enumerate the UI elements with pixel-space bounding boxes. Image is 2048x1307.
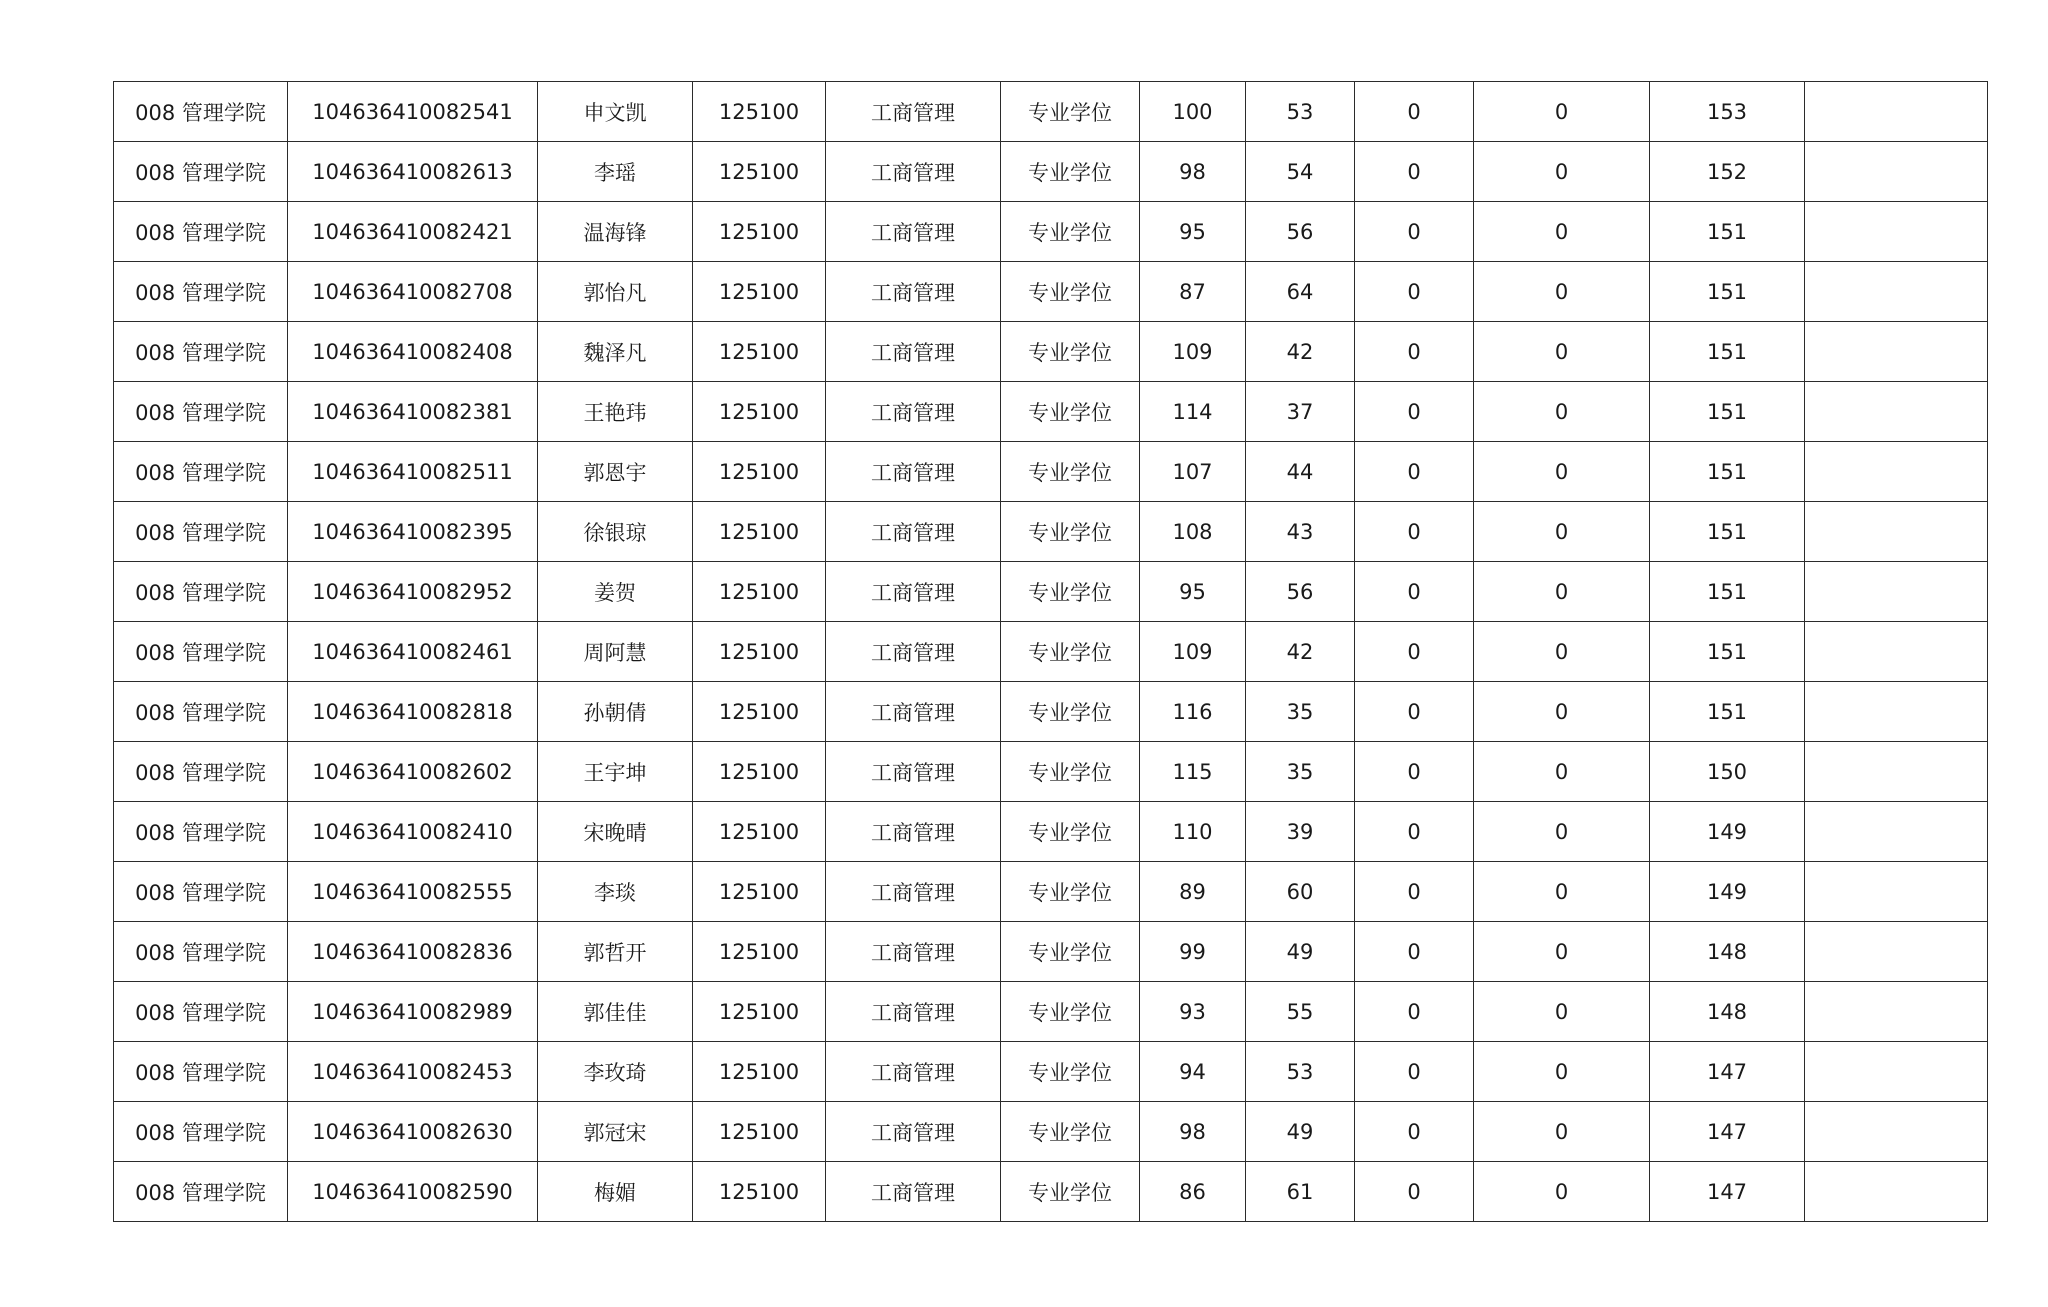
major-code-cell: 125100 (693, 142, 826, 202)
table-row (114, 382, 1988, 442)
table-row (114, 862, 1988, 922)
score-1-cell: 109 (1140, 622, 1246, 682)
score-4-cell: 0 (1474, 982, 1650, 1042)
candidate-id-cell: 104636410082381 (288, 382, 538, 442)
table-row (114, 502, 1988, 562)
score-4-cell: 0 (1474, 142, 1650, 202)
score-1-cell: 93 (1140, 982, 1246, 1042)
table-row (114, 802, 1988, 862)
score-3-cell: 0 (1355, 1162, 1474, 1222)
score-3-cell: 0 (1355, 262, 1474, 322)
score-3-cell: 0 (1355, 502, 1474, 562)
score-3-cell: 0 (1355, 862, 1474, 922)
college-cell: 008 管理学院 (114, 682, 288, 742)
degree-type-cell: 专业学位 (1001, 502, 1140, 562)
major-name-cell: 工商管理 (826, 802, 1001, 862)
major-code-cell: 125100 (693, 802, 826, 862)
major-code-cell: 125100 (693, 622, 826, 682)
remark-cell (1805, 622, 1988, 682)
college-cell: 008 管理学院 (114, 142, 288, 202)
score-2-cell: 55 (1246, 982, 1355, 1042)
major-name-cell: 工商管理 (826, 682, 1001, 742)
major-code-cell: 125100 (693, 382, 826, 442)
major-name-cell: 工商管理 (826, 202, 1001, 262)
degree-type-cell: 专业学位 (1001, 202, 1140, 262)
college-cell: 008 管理学院 (114, 562, 288, 622)
major-name-cell: 工商管理 (826, 142, 1001, 202)
name-cell: 温海锋 (538, 202, 693, 262)
score-1-cell: 95 (1140, 202, 1246, 262)
college-cell: 008 管理学院 (114, 502, 288, 562)
major-code-cell: 125100 (693, 1102, 826, 1162)
candidate-id-cell: 104636410082613 (288, 142, 538, 202)
major-code-cell: 125100 (693, 922, 826, 982)
major-name-cell: 工商管理 (826, 562, 1001, 622)
college-cell: 008 管理学院 (114, 82, 288, 142)
remark-cell (1805, 862, 1988, 922)
total-score-cell: 151 (1650, 622, 1805, 682)
score-1-cell: 110 (1140, 802, 1246, 862)
name-cell: 王艳玮 (538, 382, 693, 442)
total-score-cell: 148 (1650, 982, 1805, 1042)
total-score-cell: 151 (1650, 322, 1805, 382)
major-name-cell: 工商管理 (826, 382, 1001, 442)
college-cell: 008 管理学院 (114, 1162, 288, 1222)
major-name-cell: 工商管理 (826, 742, 1001, 802)
degree-type-cell: 专业学位 (1001, 742, 1140, 802)
table-row (114, 562, 1988, 622)
candidate-id-cell: 104636410082952 (288, 562, 538, 622)
score-2-cell: 56 (1246, 562, 1355, 622)
score-1-cell: 99 (1140, 922, 1246, 982)
remark-cell (1805, 202, 1988, 262)
college-cell: 008 管理学院 (114, 922, 288, 982)
name-cell: 郭佳佳 (538, 982, 693, 1042)
score-3-cell: 0 (1355, 742, 1474, 802)
remark-cell (1805, 1162, 1988, 1222)
table-row (114, 922, 1988, 982)
total-score-cell: 151 (1650, 442, 1805, 502)
major-name-cell: 工商管理 (826, 1042, 1001, 1102)
score-4-cell: 0 (1474, 262, 1650, 322)
college-cell: 008 管理学院 (114, 202, 288, 262)
score-2-cell: 44 (1246, 442, 1355, 502)
degree-type-cell: 专业学位 (1001, 922, 1140, 982)
major-name-cell: 工商管理 (826, 862, 1001, 922)
degree-type-cell: 专业学位 (1001, 382, 1140, 442)
name-cell: 王宇坤 (538, 742, 693, 802)
major-code-cell: 125100 (693, 1042, 826, 1102)
major-code-cell: 125100 (693, 862, 826, 922)
candidate-id-cell: 104636410082421 (288, 202, 538, 262)
total-score-cell: 151 (1650, 682, 1805, 742)
major-name-cell: 工商管理 (826, 322, 1001, 382)
score-4-cell: 0 (1474, 1162, 1650, 1222)
score-1-cell: 98 (1140, 1102, 1246, 1162)
name-cell: 申文凯 (538, 82, 693, 142)
score-2-cell: 53 (1246, 1042, 1355, 1102)
score-2-cell: 42 (1246, 322, 1355, 382)
score-4-cell: 0 (1474, 382, 1650, 442)
table-row (114, 142, 1988, 202)
remark-cell (1805, 802, 1988, 862)
college-cell: 008 管理学院 (114, 262, 288, 322)
total-score-cell: 150 (1650, 742, 1805, 802)
name-cell: 郭哲开 (538, 922, 693, 982)
name-cell: 梅媚 (538, 1162, 693, 1222)
score-1-cell: 109 (1140, 322, 1246, 382)
college-cell: 008 管理学院 (114, 862, 288, 922)
table-row (114, 982, 1988, 1042)
table-row (114, 1042, 1988, 1102)
score-1-cell: 107 (1140, 442, 1246, 502)
total-score-cell: 147 (1650, 1162, 1805, 1222)
score-2-cell: 53 (1246, 82, 1355, 142)
college-cell: 008 管理学院 (114, 982, 288, 1042)
remark-cell (1805, 562, 1988, 622)
major-name-cell: 工商管理 (826, 622, 1001, 682)
score-3-cell: 0 (1355, 442, 1474, 502)
major-name-cell: 工商管理 (826, 262, 1001, 322)
major-name-cell: 工商管理 (826, 442, 1001, 502)
major-name-cell: 工商管理 (826, 1162, 1001, 1222)
total-score-cell: 151 (1650, 382, 1805, 442)
remark-cell (1805, 142, 1988, 202)
score-4-cell: 0 (1474, 82, 1650, 142)
score-3-cell: 0 (1355, 562, 1474, 622)
major-code-cell: 125100 (693, 442, 826, 502)
table-row (114, 82, 1988, 142)
table-body (114, 82, 1988, 1222)
score-4-cell: 0 (1474, 562, 1650, 622)
score-table (113, 81, 1988, 1222)
score-3-cell: 0 (1355, 1102, 1474, 1162)
college-cell: 008 管理学院 (114, 1042, 288, 1102)
score-3-cell: 0 (1355, 682, 1474, 742)
score-4-cell: 0 (1474, 442, 1650, 502)
score-2-cell: 49 (1246, 922, 1355, 982)
remark-cell (1805, 682, 1988, 742)
total-score-cell: 151 (1650, 502, 1805, 562)
remark-cell (1805, 502, 1988, 562)
college-cell: 008 管理学院 (114, 382, 288, 442)
score-2-cell: 64 (1246, 262, 1355, 322)
score-3-cell: 0 (1355, 322, 1474, 382)
major-code-cell: 125100 (693, 1162, 826, 1222)
college-cell: 008 管理学院 (114, 442, 288, 502)
major-name-cell: 工商管理 (826, 1102, 1001, 1162)
score-4-cell: 0 (1474, 1102, 1650, 1162)
college-cell: 008 管理学院 (114, 742, 288, 802)
score-3-cell: 0 (1355, 82, 1474, 142)
score-1-cell: 95 (1140, 562, 1246, 622)
table-row (114, 442, 1988, 502)
remark-cell (1805, 1102, 1988, 1162)
major-code-cell: 125100 (693, 742, 826, 802)
score-3-cell: 0 (1355, 202, 1474, 262)
table-row (114, 622, 1988, 682)
remark-cell (1805, 322, 1988, 382)
remark-cell (1805, 922, 1988, 982)
remark-cell (1805, 382, 1988, 442)
remark-cell (1805, 442, 1988, 502)
major-code-cell: 125100 (693, 502, 826, 562)
score-4-cell: 0 (1474, 862, 1650, 922)
degree-type-cell: 专业学位 (1001, 562, 1140, 622)
total-score-cell: 149 (1650, 802, 1805, 862)
candidate-id-cell: 104636410082541 (288, 82, 538, 142)
total-score-cell: 148 (1650, 922, 1805, 982)
score-4-cell: 0 (1474, 622, 1650, 682)
degree-type-cell: 专业学位 (1001, 1102, 1140, 1162)
score-2-cell: 39 (1246, 802, 1355, 862)
score-1-cell: 100 (1140, 82, 1246, 142)
major-code-cell: 125100 (693, 202, 826, 262)
candidate-id-cell: 104636410082555 (288, 862, 538, 922)
remark-cell (1805, 82, 1988, 142)
score-4-cell: 0 (1474, 802, 1650, 862)
major-code-cell: 125100 (693, 82, 826, 142)
degree-type-cell: 专业学位 (1001, 1042, 1140, 1102)
table-row (114, 682, 1988, 742)
degree-type-cell: 专业学位 (1001, 982, 1140, 1042)
candidate-id-cell: 104636410082461 (288, 622, 538, 682)
score-3-cell: 0 (1355, 1042, 1474, 1102)
name-cell: 李瑶 (538, 142, 693, 202)
table-row (114, 322, 1988, 382)
degree-type-cell: 专业学位 (1001, 322, 1140, 382)
candidate-id-cell: 104636410082989 (288, 982, 538, 1042)
major-code-cell: 125100 (693, 682, 826, 742)
degree-type-cell: 专业学位 (1001, 82, 1140, 142)
total-score-cell: 151 (1650, 262, 1805, 322)
score-1-cell: 115 (1140, 742, 1246, 802)
score-4-cell: 0 (1474, 322, 1650, 382)
degree-type-cell: 专业学位 (1001, 442, 1140, 502)
name-cell: 李玫琦 (538, 1042, 693, 1102)
major-code-cell: 125100 (693, 262, 826, 322)
candidate-id-cell: 104636410082818 (288, 682, 538, 742)
table-row (114, 202, 1988, 262)
score-2-cell: 56 (1246, 202, 1355, 262)
total-score-cell: 147 (1650, 1042, 1805, 1102)
total-score-cell: 151 (1650, 562, 1805, 622)
major-code-cell: 125100 (693, 562, 826, 622)
major-name-cell: 工商管理 (826, 922, 1001, 982)
degree-type-cell: 专业学位 (1001, 622, 1140, 682)
score-2-cell: 54 (1246, 142, 1355, 202)
degree-type-cell: 专业学位 (1001, 262, 1140, 322)
name-cell: 徐银琼 (538, 502, 693, 562)
candidate-id-cell: 104636410082602 (288, 742, 538, 802)
score-2-cell: 37 (1246, 382, 1355, 442)
degree-type-cell: 专业学位 (1001, 1162, 1140, 1222)
name-cell: 李琰 (538, 862, 693, 922)
candidate-id-cell: 104636410082836 (288, 922, 538, 982)
score-3-cell: 0 (1355, 922, 1474, 982)
name-cell: 姜贺 (538, 562, 693, 622)
table-row (114, 1162, 1988, 1222)
name-cell: 孙朝倩 (538, 682, 693, 742)
name-cell: 魏泽凡 (538, 322, 693, 382)
score-1-cell: 86 (1140, 1162, 1246, 1222)
total-score-cell: 152 (1650, 142, 1805, 202)
table-row (114, 742, 1988, 802)
degree-type-cell: 专业学位 (1001, 682, 1140, 742)
total-score-cell: 147 (1650, 1102, 1805, 1162)
major-code-cell: 125100 (693, 982, 826, 1042)
degree-type-cell: 专业学位 (1001, 802, 1140, 862)
remark-cell (1805, 262, 1988, 322)
college-cell: 008 管理学院 (114, 1102, 288, 1162)
score-1-cell: 114 (1140, 382, 1246, 442)
score-2-cell: 35 (1246, 742, 1355, 802)
name-cell: 郭怡凡 (538, 262, 693, 322)
candidate-id-cell: 104636410082708 (288, 262, 538, 322)
score-3-cell: 0 (1355, 982, 1474, 1042)
table-row (114, 1102, 1988, 1162)
score-2-cell: 49 (1246, 1102, 1355, 1162)
college-cell: 008 管理学院 (114, 322, 288, 382)
score-1-cell: 108 (1140, 502, 1246, 562)
score-2-cell: 43 (1246, 502, 1355, 562)
score-1-cell: 116 (1140, 682, 1246, 742)
candidate-id-cell: 104636410082395 (288, 502, 538, 562)
score-1-cell: 94 (1140, 1042, 1246, 1102)
score-4-cell: 0 (1474, 1042, 1650, 1102)
degree-type-cell: 专业学位 (1001, 862, 1140, 922)
name-cell: 周阿慧 (538, 622, 693, 682)
college-cell: 008 管理学院 (114, 622, 288, 682)
major-code-cell: 125100 (693, 322, 826, 382)
degree-type-cell: 专业学位 (1001, 142, 1140, 202)
total-score-cell: 153 (1650, 82, 1805, 142)
score-3-cell: 0 (1355, 802, 1474, 862)
score-4-cell: 0 (1474, 502, 1650, 562)
score-4-cell: 0 (1474, 682, 1650, 742)
candidate-id-cell: 104636410082511 (288, 442, 538, 502)
candidate-id-cell: 104636410082590 (288, 1162, 538, 1222)
name-cell: 郭冠宋 (538, 1102, 693, 1162)
candidate-id-cell: 104636410082453 (288, 1042, 538, 1102)
score-1-cell: 98 (1140, 142, 1246, 202)
score-1-cell: 87 (1140, 262, 1246, 322)
major-name-cell: 工商管理 (826, 82, 1001, 142)
name-cell: 郭恩宇 (538, 442, 693, 502)
college-cell: 008 管理学院 (114, 802, 288, 862)
total-score-cell: 151 (1650, 202, 1805, 262)
score-4-cell: 0 (1474, 922, 1650, 982)
score-2-cell: 60 (1246, 862, 1355, 922)
name-cell: 宋晚晴 (538, 802, 693, 862)
score-3-cell: 0 (1355, 622, 1474, 682)
score-2-cell: 61 (1246, 1162, 1355, 1222)
score-2-cell: 35 (1246, 682, 1355, 742)
remark-cell (1805, 982, 1988, 1042)
score-2-cell: 42 (1246, 622, 1355, 682)
remark-cell (1805, 1042, 1988, 1102)
total-score-cell: 149 (1650, 862, 1805, 922)
candidate-id-cell: 104636410082408 (288, 322, 538, 382)
score-3-cell: 0 (1355, 142, 1474, 202)
table-row (114, 262, 1988, 322)
major-name-cell: 工商管理 (826, 982, 1001, 1042)
candidate-id-cell: 104636410082630 (288, 1102, 538, 1162)
score-3-cell: 0 (1355, 382, 1474, 442)
score-4-cell: 0 (1474, 202, 1650, 262)
remark-cell (1805, 742, 1988, 802)
candidate-id-cell: 104636410082410 (288, 802, 538, 862)
score-4-cell: 0 (1474, 742, 1650, 802)
score-1-cell: 89 (1140, 862, 1246, 922)
major-name-cell: 工商管理 (826, 502, 1001, 562)
